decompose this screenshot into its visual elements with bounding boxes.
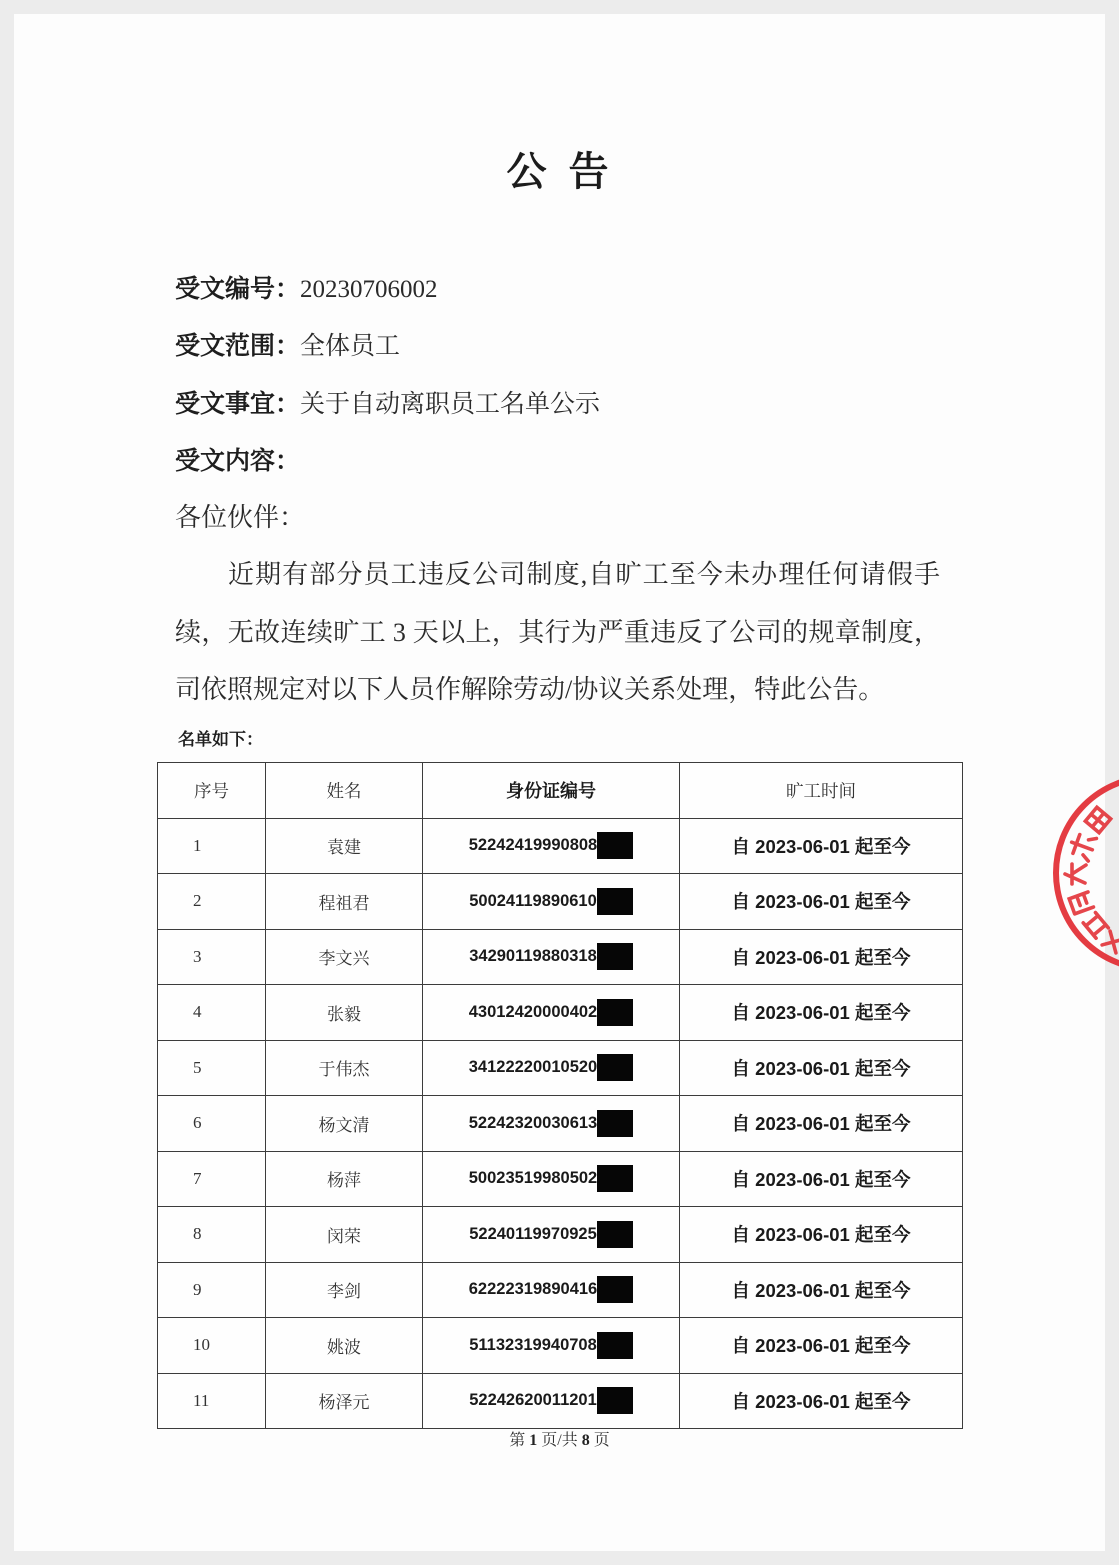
id-number-group bbox=[469, 1110, 633, 1137]
row-seq-number: 3 bbox=[158, 929, 266, 985]
id-number-group bbox=[469, 1165, 633, 1192]
row-id-number-visible: 50023519980502 bbox=[468, 1169, 598, 1188]
field-value: 关于自动离职员工名单公示 bbox=[300, 390, 601, 418]
row-absence-period: 自 2023-06-01 起至今 bbox=[680, 1096, 963, 1152]
body-line-3: 司依照规定对以下人员作解除劳动/协议关系处理，特此公告。 bbox=[175, 675, 885, 705]
redaction-box bbox=[597, 888, 633, 915]
row-seq-number: 8 bbox=[158, 1207, 266, 1263]
row-id-number-cell bbox=[423, 1262, 680, 1318]
row-seq-number: 4 bbox=[158, 985, 266, 1041]
id-number-group bbox=[469, 1332, 633, 1359]
red-seal-stamp-icon bbox=[1040, 768, 1119, 978]
row-seq-number: 2 bbox=[158, 874, 266, 930]
footer-text: 页/共 bbox=[541, 1432, 578, 1449]
header-name: 姓名 bbox=[266, 763, 423, 819]
id-number-group bbox=[469, 1221, 633, 1248]
row-employee-name: 李剑 bbox=[266, 1262, 423, 1318]
row-id-number-cell bbox=[423, 929, 680, 985]
table-row bbox=[158, 1318, 963, 1374]
current-page-number: 1 bbox=[529, 1432, 538, 1449]
id-number-group bbox=[469, 888, 633, 915]
table-row bbox=[158, 929, 963, 985]
row-id-number-visible: 62222319890416 bbox=[468, 1280, 598, 1299]
header-field-doc-number bbox=[175, 260, 940, 317]
row-id-number-visible: 34122220010520 bbox=[468, 1058, 598, 1077]
redaction-box bbox=[597, 1332, 633, 1359]
footer-text: 第 bbox=[509, 1432, 526, 1449]
row-employee-name: 姚波 bbox=[266, 1318, 423, 1374]
id-number-group bbox=[469, 999, 633, 1026]
row-id-number-cell bbox=[423, 818, 680, 874]
row-employee-name: 杨萍 bbox=[266, 1151, 423, 1207]
row-id-number-visible: 52242320030613 bbox=[468, 1113, 598, 1132]
table-header-row bbox=[158, 763, 963, 819]
redaction-box bbox=[597, 943, 633, 970]
redaction-box bbox=[597, 1110, 633, 1137]
row-seq-number: 11 bbox=[158, 1373, 266, 1429]
id-number-group bbox=[469, 832, 633, 859]
id-number-group bbox=[469, 943, 633, 970]
row-employee-name: 闵荣 bbox=[266, 1207, 423, 1263]
redaction-box bbox=[597, 832, 633, 859]
table-row bbox=[158, 1373, 963, 1429]
body-line-1: 近期有部分员工违反公司制度,自旷工至今未办理任何请假手 bbox=[228, 560, 940, 590]
list-heading: 名单如下： bbox=[178, 730, 263, 750]
body-line-2: 续，无故连续旷工 3 天以上，其行为严重违反了公司的规章制度， bbox=[175, 617, 940, 647]
redaction-box bbox=[597, 1054, 633, 1081]
row-employee-name: 杨泽元 bbox=[266, 1373, 423, 1429]
field-label: 受文编号： bbox=[175, 274, 301, 303]
table-row bbox=[158, 1151, 963, 1207]
row-absence-period: 自 2023-06-01 起至今 bbox=[680, 1262, 963, 1318]
row-id-number-cell bbox=[423, 1318, 680, 1374]
redaction-box bbox=[597, 1387, 633, 1414]
row-id-number-visible: 52242419990808 bbox=[468, 836, 598, 855]
row-employee-name: 程祖君 bbox=[266, 874, 423, 930]
row-absence-period: 自 2023-06-01 起至今 bbox=[680, 1207, 963, 1263]
row-seq-number: 10 bbox=[158, 1318, 266, 1374]
field-label: 受文范围： bbox=[175, 331, 301, 361]
row-id-number-visible: 50024119890610 bbox=[469, 891, 597, 910]
table-row bbox=[158, 1040, 963, 1096]
footer-text: 页 bbox=[593, 1432, 610, 1449]
field-value: 20230706002 bbox=[300, 276, 438, 303]
row-seq-number: 7 bbox=[158, 1151, 266, 1207]
field-value: 全体员工 bbox=[300, 333, 401, 361]
field-label: 受文内容： bbox=[175, 445, 301, 475]
id-number-group bbox=[469, 1387, 633, 1414]
header-field-subject bbox=[175, 375, 940, 432]
row-id-number-cell bbox=[423, 1096, 680, 1152]
row-employee-name: 袁建 bbox=[266, 818, 423, 874]
row-seq-number: 9 bbox=[158, 1262, 266, 1318]
row-absence-period: 自 2023-06-01 起至今 bbox=[680, 1318, 963, 1374]
row-id-number-cell bbox=[423, 1207, 680, 1263]
table-row bbox=[158, 1096, 963, 1152]
row-absence-period: 自 2023-06-01 起至今 bbox=[680, 1373, 963, 1429]
id-number-group bbox=[469, 1054, 633, 1081]
row-id-number-cell bbox=[423, 985, 680, 1041]
row-employee-name: 张毅 bbox=[266, 985, 423, 1041]
id-number-group bbox=[469, 1276, 633, 1303]
employee-table-body bbox=[158, 818, 963, 1429]
row-id-number-visible: 52240119970925 bbox=[469, 1224, 597, 1243]
row-seq-number: 1 bbox=[158, 818, 266, 874]
redaction-box bbox=[597, 1221, 633, 1248]
table-row bbox=[158, 1207, 963, 1263]
row-id-number-visible: 51132319940708 bbox=[469, 1335, 597, 1354]
row-id-number-visible: 43012420000402 bbox=[468, 1002, 598, 1021]
table-row bbox=[158, 1262, 963, 1318]
row-seq-number: 6 bbox=[158, 1096, 266, 1152]
row-id-number-cell bbox=[423, 874, 680, 930]
row-absence-period: 自 2023-06-01 起至今 bbox=[680, 929, 963, 985]
row-id-number-visible: 52242620011201 bbox=[469, 1391, 597, 1410]
header-seq: 序号 bbox=[158, 763, 266, 819]
redaction-box bbox=[597, 1276, 633, 1303]
row-seq-number: 5 bbox=[158, 1040, 266, 1096]
table-row bbox=[158, 985, 963, 1041]
row-employee-name: 于伟杰 bbox=[266, 1040, 423, 1096]
row-absence-period: 自 2023-06-01 起至今 bbox=[680, 985, 963, 1041]
table-row bbox=[158, 874, 963, 930]
total-pages-number: 8 bbox=[581, 1432, 590, 1449]
employee-roster-table bbox=[157, 762, 963, 1429]
row-absence-period: 自 2023-06-01 起至今 bbox=[680, 874, 963, 930]
redaction-box bbox=[597, 999, 633, 1026]
row-absence-period: 自 2023-06-01 起至今 bbox=[680, 818, 963, 874]
row-employee-name: 李文兴 bbox=[266, 929, 423, 985]
notice-title: 公 告 bbox=[506, 149, 613, 195]
row-id-number-visible: 34290119880318 bbox=[469, 947, 597, 966]
redaction-box bbox=[597, 1165, 633, 1192]
row-id-number-cell bbox=[423, 1040, 680, 1096]
header-absence-period: 旷工时间 bbox=[680, 763, 963, 819]
salutation: 各位伙伴： bbox=[175, 503, 306, 533]
field-label: 受文事宜： bbox=[175, 388, 301, 418]
row-employee-name: 杨文清 bbox=[266, 1096, 423, 1152]
row-id-number-cell bbox=[423, 1151, 680, 1207]
header-field-content bbox=[175, 432, 940, 489]
page-footer bbox=[0, 1430, 1119, 1452]
header-id-number: 身份证编号 bbox=[423, 763, 680, 819]
row-id-number-cell bbox=[423, 1373, 680, 1429]
table-row bbox=[158, 818, 963, 874]
row-absence-period: 自 2023-06-01 起至今 bbox=[680, 1151, 963, 1207]
notice-content bbox=[175, 260, 940, 718]
header-field-scope bbox=[175, 317, 940, 374]
row-absence-period: 自 2023-06-01 起至今 bbox=[680, 1040, 963, 1096]
